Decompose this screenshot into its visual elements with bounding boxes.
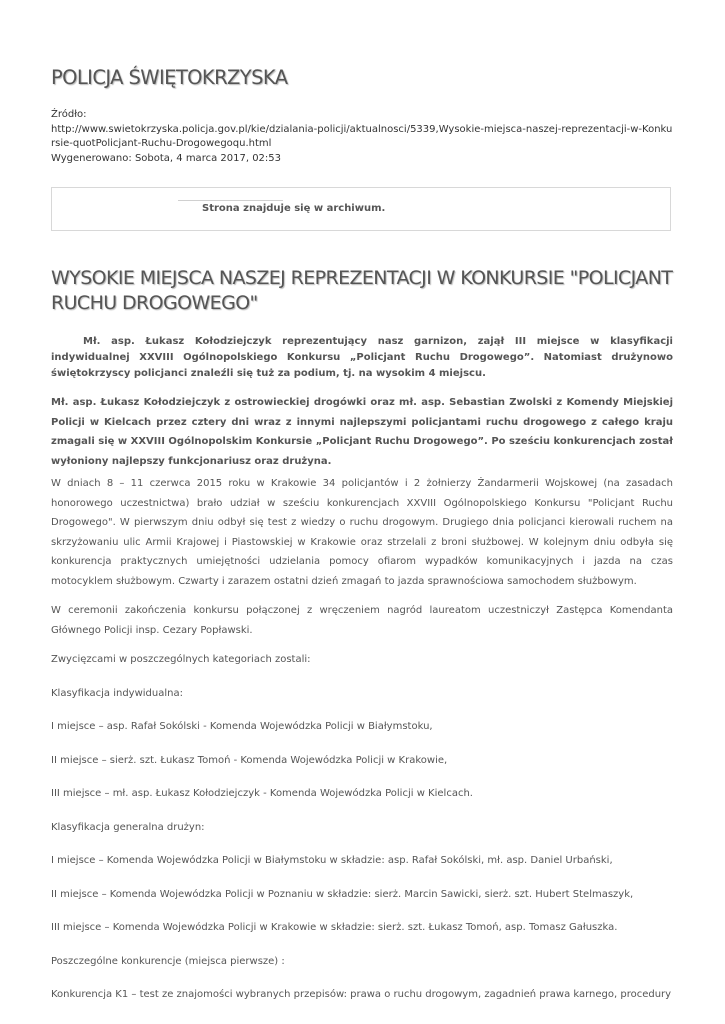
- paragraph: W ceremonii zakończenia konkursu połączonej z wręczeniem nagród laureatom uczestniczył Zastępca Komendanta Głównego Policji insp. Cezary Popławski.: [51, 605, 673, 636]
- team-place-3: III miejsce – Komenda Wojewódzka Policji w Krakowie w składzie: sierż. szt. Łukasz Tomoń, asp. Tomasz Gałuszka.: [51, 922, 618, 933]
- paragraph: Poszczególne konkurencje (miejsca pierwsze) :: [51, 955, 285, 967]
- individual-place-3: III miejsce – mł. asp. Łukasz Kołodziejczyk - Komenda Wojewódzka Policji w Kielcach.: [51, 788, 473, 799]
- paragraph: Klasyfikacja generalna drużyn:: [51, 821, 205, 833]
- article-title: WYSOKIE MIEJSCA NASZEJ REPREZENTACJI W KONKURSIE "POLICJANT RUCHU DROGOWEGO": [51, 267, 673, 314]
- archive-notice: Strona znajduje się w archiwum.: [202, 203, 386, 214]
- team-place-1: I miejsce – Komenda Wojewódzka Policji w Białymstoku w składzie: asp. Rafał Sokólski, mł. asp. Daniel Urbański,: [51, 855, 613, 866]
- paragraph: W dniach 8 – 11 czerwca 2015 roku w Krakowie 34 policjantów i 2 żołnierzy Żandarmerii Wojskowej (na zasadach honorowego uczestnictwa) brało udział w sześciu konkurencjach XXVIII Ogólnopolskiego Konkursu "Policjant Ruchu Drogowego". W pierwszym dniu odbył się test z wiedzy o ruchu drogowym. Drugiego dnia policjanci kierowali ruchem na skrzyżowaniu ulic Armii Krajowej i Piastowskiej w Krakowie oraz strzelali z broni służbowej. W kolejnym dniu odbyła się konkurencja praktycznych umiejętności udzielania pomocy ofiarom wypadków komunikacyjnych i jazda na czas motocyklem służbowym. Czwarty i zarazem ostatni dzień zmagań to jazda sprawnościowa samochodem służbowym.: [51, 478, 673, 587]
- individual-place-2: II miejsce – sierż. szt. Łukasz Tomoń - Komenda Wojewódzka Policji w Krakowie,: [51, 754, 448, 766]
- source-url: http://www.swietokrzyska.policja.gov.pl/kie/dzialania-policji/aktualnosci/5339,Wysokie-miejsca-naszej-reprezentacji-w-Konkursie-quotPolicjant-Ruchu-Drogowegoqu.html: [51, 123, 673, 149]
- site-title: POLICJA ŚWIĘTOKRZYSKA: [51, 66, 288, 89]
- paragraph: Konkurencja K1 – test ze znajomości wybranych przepisów: prawa o ruchu drogowym, zagadnień prawa karnego, procedury: [51, 989, 672, 1000]
- article-body: [51, 474, 673, 1019]
- paragraph: Klasyfikacja indywidualna:: [51, 687, 183, 699]
- generated-date: Wygenerowano: Sobota, 4 marca 2017, 02:53: [51, 152, 282, 164]
- team-place-2: II miejsce – Komenda Wojewódzka Policji w Poznaniu w składzie: sierż. Marcin Sawicki, sierż. szt. Hubert Stelmaszyk,: [51, 888, 634, 900]
- individual-place-1: I miejsce – asp. Rafał Sokólski - Komenda Wojewódzka Policji w Białymstoku,: [51, 721, 433, 732]
- source-label: Źródło:: [51, 109, 87, 120]
- paragraph: Zwycięzcami w poszczególnych kategoriach zostali:: [51, 654, 311, 665]
- archive-notice-box: [51, 187, 671, 231]
- source-info: [51, 108, 673, 166]
- article-lead: Mł. asp. Łukasz Kołodziejczyk reprezentujący nasz garnizon, zajął III miejsce w klasyfikacji indywidualnej XXVIII Ogólnopolskiego Konkursu „Policjant Ruchu Drogowego”. Natomiast drużynowo świętokrzyscy policjanci znaleźli się tuż za podium, tj. na wysokim 4 miejscu.: [51, 336, 673, 379]
- article-intro: Mł. asp. Łukasz Kołodziejczyk z ostrowieckiej drogówki oraz mł. asp. Sebastian Zwolski z Komendy Miejskiej Policji w Kielcach przez cztery dni wraz z innymi najlepszymi policjantami ruchu drogowego z całego kraju zmagali się w XXVIII Ogólnopolskim Konkursie „Policjant Ruchu Drogowego”. Po sześciu konkurencjach został wyłoniony najlepszy funkcjonariusz oraz drużyna.: [51, 397, 673, 467]
- archive-divider: [178, 200, 283, 201]
